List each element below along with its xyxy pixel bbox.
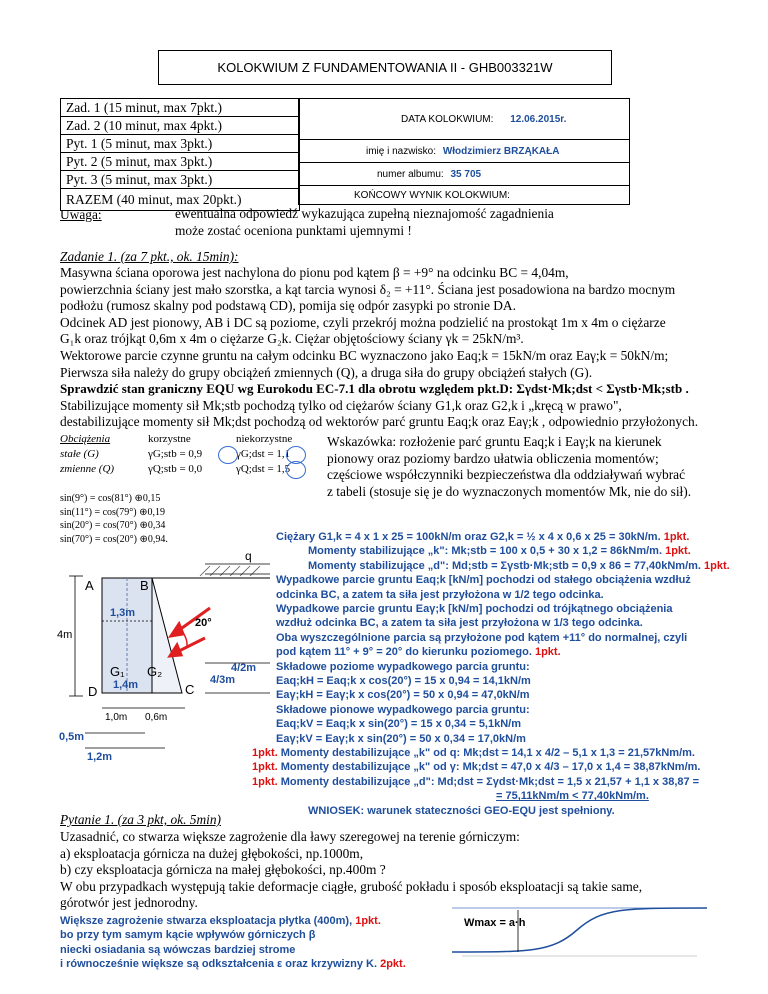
load-cell: γQ;dst = 1,5: [236, 463, 291, 475]
name-cell: [299, 140, 630, 163]
zad1-heading: Zadanie 1. (za 7 pkt., ok. 15min):: [60, 249, 239, 264]
label-1-3m: 1,3m: [110, 607, 136, 619]
zad1-line: podłożu (rumosz skalny pod podstawą CD), pomija się odpór zasypki po stronie DA.: [60, 298, 516, 314]
solution: [276, 530, 730, 746]
date-label: DATA KOLOKWIUM:: [401, 113, 494, 125]
points-badge: 1pkt.: [252, 747, 278, 759]
name-value: Włodzimierz BRZĄKAŁA: [442, 145, 560, 157]
info-table: [298, 98, 630, 205]
solution-line: 1pkt. Momenty destabilizujące „k" od γ: Mk;dst = 47,0 x 4/3 – 17,0 x 1,4 = 38,87kNm/m.: [252, 761, 701, 774]
highlight-circle: [286, 461, 306, 479]
label-1-0m: 1,0m: [105, 712, 128, 723]
load-header: korzystne: [148, 433, 191, 445]
trig-values: [60, 492, 168, 546]
label-0-5m: 0,5m: [59, 731, 85, 743]
points-badge: 1pkt.: [704, 559, 730, 572]
trig-line: sin(70°) = cos(20°) ⊕0,94.: [60, 533, 168, 545]
label-4-3m: 4/3m: [210, 674, 236, 686]
solution-line: Eaγ;kH = Eaγ;k x cos(20°) = 50 x 0,94 = 47,0kN/m: [276, 689, 530, 702]
task-total: RAZEM (40 minut, max 20pkt.): [61, 189, 300, 211]
solution-line: 1pkt. Momenty destabilizujące „d": Md;dst = Σγdst·Mk;dst = 1,5 x 21,57 + 1,1 x 38,87 =: [252, 775, 700, 788]
album-label: numer albumu:: [377, 168, 444, 180]
points-badge: 1pkt.: [252, 761, 278, 774]
zad1-line: Odcinek AD jest pionowy, AB i DC są poziome, czyli przekrój można podzielić na prostokąt 1m x 4m o ciężarze: [60, 314, 666, 330]
label-G2: G₂: [147, 664, 163, 679]
hint: [327, 434, 691, 500]
date-cell: [299, 99, 630, 140]
hint-line: z tabeli (stosuje się je do wyznaczonych momentów Mk, nie do sił).: [327, 483, 692, 499]
soil-hatch: [200, 566, 260, 576]
task-row: Pyt. 2 (5 minut, max 3pkt.): [61, 153, 300, 171]
zad1-line: G₁k oraz trójkąt 0,6m x 4m o ciężarze G₂k. Ciężar objętościowy ściany γk = 25kN/m³.: [60, 331, 524, 347]
points-badge: 1pkt.: [355, 915, 381, 927]
pyt1-line: Uzasadnić, co stwarza większe zagrożenie dla ławy szeregowej na terenie górniczym:: [60, 829, 520, 844]
hint-line: Wskazówka: rozłożenie parć gruntu Eaq;k i Eaγ;k na kierunek: [327, 434, 662, 449]
answer-line: niecki osiadania są wówczas bardziej strome: [60, 943, 296, 956]
solution-line: odcinka BC, a zatem ta siła jest przyłożona w 1/2 tego odcinka.: [276, 588, 604, 601]
solution-line: wzdłuż odcinka BC, a zatem ta siła jest przyłożona w 1/3 tego odcinka.: [276, 617, 643, 630]
points-badge: 1pkt.: [665, 545, 691, 558]
zad1-line: Wektorowe parcie czynne gruntu na całym odcinku BC wyznaczono jako Eaq;k = 15kN/m oraz Eaγ;k = 50kN/m;: [60, 347, 669, 363]
label-A: A: [85, 578, 94, 593]
album-cell: [299, 163, 630, 186]
label-1-4m: 1,4m: [113, 679, 139, 691]
solution-line: Eaq;kV = Eaq;k x sin(20°) = 15 x 0,34 = 5,1kN/m: [276, 718, 522, 731]
zad1-line: Masywna ściana oporowa jest nachylona do pionu pod kątem β = +9° na odcinku BC = 4,04m,: [60, 265, 569, 280]
solution-line: Ciężary G1,k = 4 x 1 x 25 = 100kN/m oraz G2,k = ½ x 4 x 0,6 x 25 = 30kN/m. 1pkt.: [276, 531, 690, 543]
solution-line: 1pkt. Momenty destabilizujące „k" od q: Mk;dst = 14,1 x 4/2 – 5,1 x 1,3 = 21,57kNm/m.: [252, 747, 695, 759]
solution-line: pod kątem 11° + 9° = 20° do kierunku poziomego. 1pkt.: [276, 646, 561, 659]
points-badge: 1pkt.: [252, 775, 278, 788]
load-cell: stałe (G): [60, 448, 99, 460]
zad1-line: Pierwsza siła należy do grupy obciążeń zmiennych (Q), a druga siła do grupy obciążeń stałych (G).: [60, 364, 593, 380]
pyt1-line: górotwór jest jednorodny.: [60, 895, 198, 911]
label-4m: 4m: [57, 629, 73, 641]
label-4-2m: 4/2m: [231, 662, 257, 674]
label-1-2m: 1,2m: [87, 751, 113, 763]
solution-line: Momenty stabilizujące „d": Md;stb = Σγstb·Mk;stb = 0,9 x 86 = 77,40kNm/m. 1pkt.: [308, 559, 730, 572]
pyt1-line: W obu przypadkach występują takie deformacje ciągłe, grubość pokładu i sposób eksploatacji są takie same,: [60, 878, 643, 894]
task-row: Zad. 1 (15 minut, max 7pkt.): [61, 99, 300, 117]
pyt1-answer: [60, 914, 406, 972]
label-D: D: [88, 684, 98, 699]
trig-line: sin(20°) = cos(70°) ⊕0,34: [60, 520, 166, 531]
task-row: Pyt. 1 (5 minut, max 3pkt.): [61, 135, 300, 153]
zad1-line: Stabilizujące momenty sił Mk;stb pochodzą tylko od ciężarów ściany G1,k oraz G2,k i „kręcą w prawo",: [60, 397, 622, 413]
page-title: KOLOKWIUM Z FUNDAMENTOWANIA II - GHB003321W: [158, 50, 612, 85]
task-table: [60, 98, 300, 211]
task-row: Zad. 2 (10 minut, max 4pkt.): [61, 117, 300, 135]
hint-line: pionowy oraz poziomy bardzo ułatwia obliczenia momentów;: [327, 450, 659, 466]
task-row: Pyt. 3 (5 minut, max 3pkt.): [61, 171, 300, 189]
pyt1-line: b) czy eksploatacja górnicza na małej głębokości, np.400m ?: [60, 862, 386, 878]
pyt1-heading: Pytanie 1. (za 3 pkt, ok. 5min): [60, 812, 222, 827]
points-badge: 1pkt.: [534, 646, 561, 659]
load-cell: γG;dst = 1,1: [236, 448, 291, 460]
answer-line: bo przy tym samym kącie wpływów górniczych β: [60, 929, 316, 942]
label-0-6m: 0,6m: [145, 712, 168, 723]
angle-arc: [183, 633, 187, 646]
wmax-label: Wmax = a·h: [464, 917, 526, 929]
zad1-line: destabilizujące momenty sił Mk;dst pochodzą od wektorów parć gruntu Eaq;k oraz Eaγ;k , odpowiednio przyłożonych.: [60, 414, 699, 430]
pyt1-line: a) eksploatacja górnicza na dużej głębokości, np.1000m,: [60, 845, 364, 861]
result-label: KOŃCOWY WYNIK KOLOKWIUM:: [354, 189, 510, 201]
album-value: 35 705: [450, 168, 482, 180]
zad1-task: Sprawdzić stan graniczny EQU wg Eurokodu EC-7.1 dla obrotu względem pkt.D: Σγdst·Mk;dst < Σγstb·Mk;stb .: [60, 381, 689, 397]
note-line: ewentualna odpowiedź wykazująca zupełną nieznajomość zagadnienia: [175, 206, 554, 221]
solution-line: Składowe pionowe wypadkowego parcia gruntu:: [276, 703, 530, 716]
load-header: niekorzystne: [236, 433, 293, 445]
label-q: q: [245, 549, 252, 563]
highlight-circle: [218, 446, 238, 464]
points-badge: 2pkt.: [380, 958, 406, 971]
trig-line: sin(9°) = cos(81°) ⊕0,15: [60, 493, 161, 504]
result-cell: [299, 186, 630, 205]
answer-line: i równocześnie większe są odkształcenia ε oraz krzywizny K. 2pkt.: [60, 958, 406, 971]
load-factors-table: [60, 432, 300, 477]
label-G1: G₁: [110, 664, 125, 679]
trig-line: sin(11°) = cos(79°) ⊕0,19: [60, 506, 165, 518]
load-cell: zmienne (Q): [60, 463, 115, 475]
solution-moments: [252, 746, 701, 818]
note-label: Uwaga:: [60, 207, 102, 222]
pressure-arrows: [170, 608, 210, 656]
solution-line: Oba wyszczególnione parcia są przyłożone pod kątem +11° do normalnej, czyli: [276, 631, 688, 644]
label-C: C: [185, 682, 195, 697]
load-cell: γQ;stb = 0,0: [148, 463, 203, 475]
zad1-line: powierzchnia ściany jest mało szorstka, a kąt tarcia wynosi δ₂ = +11°. Ściana jest posadowiona na bardzo mocnym: [60, 281, 676, 297]
load-cell: γG;stb = 0,9: [148, 448, 203, 460]
solution-line: Eaγ;kV = Eaγ;k x sin(20°) = 50 x 0,34 = 17,0kN/m: [276, 732, 526, 745]
solution-line: Składowe poziome wypadkowego parcia gruntu:: [276, 660, 530, 673]
sketch-background: [452, 900, 707, 972]
subsidence-sketch: [452, 900, 707, 972]
solution-line: = 75,11kNm/m < 77,40kNm/m.: [496, 790, 649, 803]
solution-line: Wypadkowe parcie gruntu Eaq;k [kN/m] pochodzi od stałego obciążenia wzdłuż: [276, 574, 691, 587]
solution-conclusion: WNIOSEK: warunek stateczności GEO-EQU jest spełniony.: [308, 804, 615, 817]
label-20deg: 20°: [195, 617, 212, 629]
name-label: imię i nazwisko:: [366, 145, 437, 157]
label-B: B: [140, 578, 149, 593]
retaining-wall-figure: [55, 548, 285, 763]
load-header: Obciążenia: [60, 433, 111, 445]
note-line: może zostać oceniona punktami ujemnymi !: [175, 223, 412, 238]
solution-line: Wypadkowe parcie gruntu Eaγ;k [kN/m] pochodzi od trójkątnego obciążenia: [276, 603, 673, 616]
answer-line: Większe zagrożenie stwarza eksploatacja płytka (400m), 1pkt.: [60, 915, 381, 927]
solution-line: Eaq;kH = Eaq;k x cos(20°) = 15 x 0,94 = 14,1kN/m: [276, 675, 531, 688]
zad1-text: [60, 265, 698, 431]
hint-line: częściowe współczynniki bezpieczeństwa dla oddziaływań wybrać: [327, 467, 686, 483]
solution-line: Momenty stabilizujące „k": Mk;stb = 100 x 0,5 + 30 x 1,2 = 86kNm/m. 1pkt.: [308, 545, 691, 558]
points-badge: 1pkt.: [663, 531, 690, 543]
date-value: 12.06.2015r.: [510, 113, 567, 125]
